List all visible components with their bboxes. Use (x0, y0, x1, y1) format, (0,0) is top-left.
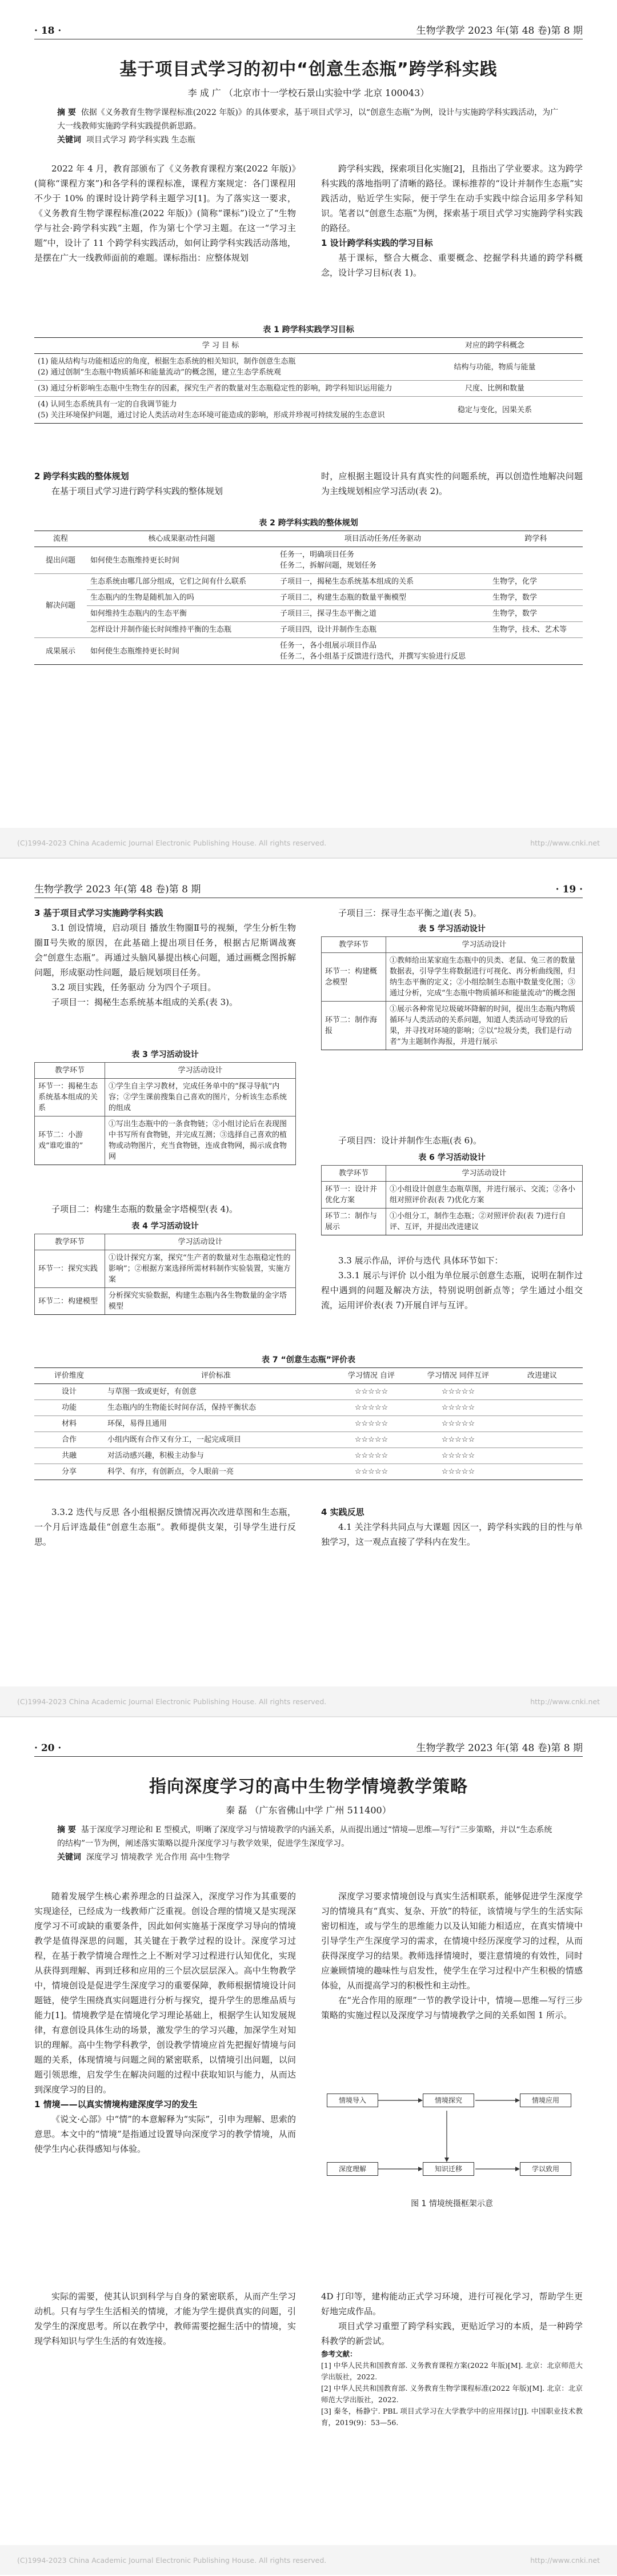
table-cell (502, 1416, 583, 1432)
journal-issue: 生物学教学 2023 年(第 48 卷)第 8 期 (416, 25, 583, 37)
abstract-label: 摘 要 (57, 108, 76, 117)
table-cell: (1) 能从结构与功能相适应的角度，根据生态系统的相关知识，制作创意生态瓶 (2) 通过创制“生态瓶中物质循环和能量流动”的概念图，建立生态学系统观 (34, 354, 407, 381)
table-cell: 分享 (34, 1464, 104, 1480)
table-1 (34, 337, 583, 424)
table-5-caption: 表 5 学习活动设计 (418, 924, 486, 934)
references-heading: 参考文献： (321, 2350, 357, 2358)
table-row (35, 1116, 296, 1165)
table-row (34, 1432, 583, 1448)
table-cell: 如何使生态瓶维持更长时间 (87, 638, 277, 665)
table-cell: 稳定与变化，因果关系 (407, 397, 583, 424)
table-cell: 如何使生态瓶维持更长时间 (87, 547, 277, 574)
figure-1-caption: 图 1 情境统摄框架示意 (411, 2199, 493, 2208)
copyright-footer (0, 828, 617, 858)
star-rating[interactable]: ☆☆☆☆☆ (328, 1448, 415, 1464)
figure-1 (321, 2083, 583, 2215)
table-cell: 尺度、比例和数量 (407, 381, 583, 397)
paragraph: 3.3 展示作品，评价与迭代 具体环节如下： (338, 1255, 503, 1266)
table-cell (502, 1464, 583, 1480)
table-row (34, 1384, 583, 1400)
table-2 (34, 531, 583, 665)
table-7-caption: 表 7 “创意生态瓶”评价表 (262, 1355, 355, 1365)
table-3-caption: 表 3 学习活动设计 (131, 1050, 199, 1059)
page-number: · 19 · (555, 884, 583, 895)
right-column-bottom (321, 2289, 583, 2429)
table-cell: 生物学，数学 (489, 590, 583, 606)
table-row (34, 1448, 583, 1464)
left-column (34, 906, 296, 1010)
table-header: 评价维度 (34, 1368, 104, 1384)
table-7-rubric (34, 1367, 583, 1480)
table-cell: 环节一：设计并优化方案 (322, 1182, 386, 1209)
paragraph: 《说文·心部》中“情”的本意解释为“实际”，引申为理解、思索的意思。本文中的“情境”是指通过设置导向深度学习的教学情境，从而使学生内心获得感知与体验。 (34, 2114, 296, 2154)
table-3 (34, 1062, 296, 1165)
table-row (34, 622, 583, 638)
star-rating[interactable]: ☆☆☆☆☆ (415, 1384, 502, 1400)
journal-issue: 生物学教学 2023 年(第 48 卷)第 8 期 (34, 884, 201, 895)
table-header: 教学环节 (322, 1166, 386, 1182)
table-row (34, 590, 583, 606)
paragraph: 子项目三：探寻生态平衡之道(表 5)。 (338, 908, 482, 918)
star-rating[interactable]: ☆☆☆☆☆ (415, 1400, 502, 1416)
running-header (34, 1737, 583, 1757)
right-column-2 (321, 469, 583, 499)
table-cell: 小组内既有合作又有分工，一起完成项目 (104, 1432, 328, 1448)
table-cell: 环节一：构建概念模型 (322, 953, 386, 1002)
paragraph: 跨学科实践，探索项目化实施[2]，且指出了学业要求。这为跨学科实践的落地指明了清晰的路径。课标推荐的“设计并制作生态瓶”实践活动，贴近学生实际，便于学生在动手实践中综合运用多学科知识。笔者以“创意生态瓶”为例，探索基于项目式学习实施跨学科实践的路径。 (321, 164, 583, 233)
table-cell: ①小组分工，制作生态瓶；②对照评价表(表 7)进行自评、互评，并提出改进建议 (386, 1209, 583, 1235)
copyright-footer (0, 1686, 617, 1716)
paragraph: 子项目四：设计并制作生态瓶(表 6)。 (338, 1135, 482, 1146)
right-column (321, 1889, 583, 2023)
star-rating[interactable]: ☆☆☆☆☆ (415, 1432, 502, 1448)
table-cell: 生态瓶内的生物是随机加入的吗 (87, 590, 277, 606)
keywords-label: 关键词 (57, 135, 81, 145)
star-rating[interactable]: ☆☆☆☆☆ (415, 1464, 502, 1480)
left-column-2 (34, 469, 296, 499)
table-cell: 子项目四，设计并制作生态瓶 (277, 622, 489, 638)
table-header: 学习活动设计 (105, 1234, 296, 1250)
section-heading: 1 设计跨学科实践的学习目标 (321, 238, 433, 248)
right-column-sub4 (321, 1133, 583, 1148)
journal-page-20 (0, 1717, 617, 2575)
table-row (34, 547, 583, 574)
table-cell: 怎样设计并制作能长时间维持平衡的生态瓶 (87, 622, 277, 638)
star-rating[interactable]: ☆☆☆☆☆ (328, 1464, 415, 1480)
abstract (57, 1823, 560, 1864)
table-header: 学习情况 自评 (328, 1368, 415, 1384)
table-row (322, 1002, 583, 1050)
table-5 (321, 936, 583, 1050)
section-heading: 2 跨学科实践的整体规划 (34, 471, 129, 481)
table-cell (502, 1384, 583, 1400)
star-rating[interactable]: ☆☆☆☆☆ (328, 1432, 415, 1448)
table-row (322, 953, 583, 1002)
keywords-label: 关键词 (57, 1853, 81, 1862)
journal-page-18 (0, 0, 617, 858)
paragraph: 深度学习要求情境创设与真实生活相联系，能够促进学生深度学习的情境具有“真实、复杂、开放”的特征，该情境与学生的生活实际密切相连，或与学生的思维能力以及认知能力相适应，在真实情境中引导学生产生深度学习的需求，在情境中经历深度学习的过程，从而获得深度学习的结果。教师选择情境时，要注意情境的有效性，同时应兼顾情境的趣味性与启发性，使学生在学习过程中产生积极的情感体验，从而提高学习的积极性和主动性。 (321, 1891, 583, 1991)
section-heading: 3 基于项目式学习实施跨学科实践 (34, 908, 163, 918)
copyright-text: (C)1994-2023 China Academic Journal Electronic Publishing House. All rights reserved. (17, 1697, 327, 1706)
table-cell: 对活动感兴趣，积极主动参与 (104, 1448, 328, 1464)
paragraph: 随着发展学生核心素养理念的日益深入，深度学习作为其重要的实现途径，已经成为一线教师广泛重视。创设合理的情境又是实现深度学习不可或缺的重要条件，因此如何实施基于深度学习导向的情境教学是值得深思的问题，其关键在于教学过程的设计。深度学习过程，在基于教学情境合理性之上不断对学习过程进行认知优化，实现从获得到理解、再到迁移和应用的三个层次层层深入。高中生物教学中，情境创设是促进学生深度学习的重要保障，教师根据情境设计问题链，使学生围绕真实问题进行分析与探究，提升学生的思维品质与能力[1]。情境教学是在情境化学习理论基础上，根据学生认知发展规律，有意创设具体生动的场景，激发学生的学习兴趣，加深学生对知识的理解。高中生物学科教学，创设教学情境应首先把握好情境与问题的关系，体现情境与问题之间的紧密联系，以情境引出问题，以问题引领思维，启发学生在解决问题的过程中获取知识与能力，从而达到深度学习的目的。 (34, 1891, 296, 2095)
table-cell: ①写出生态瓶中的一条食物链；②小组讨论后在表现图中书写所有食物链，并完成互测；③选择自己喜欢的植物或动物图片，充当食物链，连成食物网，揭示成食物网 (105, 1116, 296, 1165)
table-cell: 环节二：小游戏“谁吃谁的” (35, 1116, 105, 1165)
table-cell: (3) 通过分析影响生态瓶中生物生存的因素，探究生产者的数量对生态瓶稳定性的影响，跨学科知识运用能力 (34, 381, 407, 397)
table-cell: 子项目三，探寻生态平衡之道 (277, 606, 489, 622)
table-row (322, 1182, 583, 1209)
table-header: 对应的跨学科概念 (407, 338, 583, 354)
table-cell (502, 1448, 583, 1464)
reference-item: [2] 中华人民共和国教育部. 义务教育生物学课程标准(2022 年版)[M]. 北京：北京师范大学出版社，2022. (321, 2384, 583, 2404)
table-cell: 任务一，各小组展示项目作品 任务二，各小组基于反馈进行迭代，并撰写实验进行反思 (277, 638, 489, 665)
flow-box: 情境探究 (423, 2094, 474, 2107)
table-cell: 环节一：揭秘生态系统基本组成的关系 (35, 1079, 105, 1116)
left-column (34, 161, 296, 265)
table-header: 核心成果驱动性问题 (87, 531, 277, 547)
copyright-footer (0, 2545, 617, 2575)
flow-box: 深度理解 (327, 2162, 378, 2176)
table-cell: 环节二：制作海报 (322, 1002, 386, 1050)
paragraph: 子项目二：构建生态瓶的数量金字塔模型(表 4)。 (51, 1204, 238, 1214)
copyright-text: (C)1994-2023 China Academic Journal Electronic Publishing House. All rights reserved. (17, 838, 327, 847)
table-header: 教学环节 (35, 1234, 105, 1250)
paragraph: 3.3.2 迭代与反思 各小组根据反馈情况再次改进草图和生态瓶，一个月后评选最佳“创意生态瓶”。教师提供支架，引导学生进行反思。 (34, 1507, 296, 1547)
table-cell: 环保，易得且通用 (104, 1416, 328, 1432)
paragraph: 4.1 关注学科共同点与大课题 因区一，跨学科实践的目的性与单独学习，这一观点直接了学科内在发生。 (321, 1522, 583, 1547)
table-cell: 生物学，技术、艺术等 (489, 622, 583, 638)
star-rating[interactable]: ☆☆☆☆☆ (415, 1448, 502, 1464)
table-cell (489, 547, 583, 574)
table-cell: 环节一：探究实践 (35, 1250, 105, 1288)
table-cell (489, 638, 583, 665)
table-row (34, 574, 583, 590)
table-row (34, 1464, 583, 1480)
table-cell: 子项目二，构建生态瓶的数量平衡模型 (277, 590, 489, 606)
left-column-sub2 (34, 1202, 296, 1217)
table-header: 跨学科 (489, 531, 583, 547)
paragraph: 子项目一：揭秘生态系统基本组成的关系(表 3)。 (51, 997, 238, 1007)
keywords-text: 深度学习 情境教学 光合作用 高中生物学 (86, 1853, 230, 1862)
article-title: 基于项目式学习的初中“创意生态瓶”跨学科实践 (119, 59, 498, 79)
abstract (57, 106, 560, 147)
table-header: 项目活动任务/任务驱动 (277, 531, 489, 547)
left-column-bottom (34, 1505, 296, 1549)
table-6-caption: 表 6 学习活动设计 (418, 1153, 486, 1162)
references (321, 2348, 583, 2429)
abstract-label: 摘 要 (57, 1825, 76, 1835)
cnki-link[interactable]: http://www.cnki.net (530, 838, 600, 847)
table-4 (34, 1234, 296, 1315)
table-cell: 生物学，数学 (489, 606, 583, 622)
table-cell: 生态瓶内的生物能长时间存活，保持平衡状态 (104, 1400, 328, 1416)
keywords-text: 项目式学习 跨学科实践 生态瓶 (86, 135, 195, 145)
star-rating[interactable]: ☆☆☆☆☆ (415, 1416, 502, 1432)
paragraph: 3.2 项目实践，任务驱动 分为四个子项目。 (51, 982, 217, 992)
reference-item: [3] 秦冬，杨静宁. PBL 项目式学习在大学教学中的应用探讨[J]. 中国职业技术教育，2019(9)：53—56. (321, 2407, 583, 2427)
paragraph: 在“光合作用的原理”一节的教学设计中，情境—思维—写行三步策略的实施过程以及深度学习与情境教学之间的关系如图 1 所示。 (321, 1995, 583, 2020)
intro-paragraph: 2022 年 4 月，教育部颁布了《义务教育课程方案(2022 年版)》(简称“课程方案”)和各学科的课程标准，课程方案规定：各门课程用不少于 10% 的课时设计跨学科主题学习[1]。为了落实这一要求，《义务教育生物学课程标准(2022 年版)》(简称“课标”)设立了“生物学与社会·跨学科实践”主题，作为第七个学习主题。在这一“学习主题”中，设计了 11 个跨学科实践活动，如何让跨学科实践活动落地，是摆在广大一线教师面前的难题。课标指出：应整体规划 (34, 164, 296, 263)
table-row (34, 638, 583, 665)
section-heading: 1 情境——以真实情境构建深度学习的发生 (34, 2099, 198, 2110)
paragraph: 基于课标，整合大概念、重要概念、挖掘学科共通的跨学科概念，设计学习目标(表 1)。 (321, 253, 583, 278)
table-cell: ①学生自主学习教材，完成任务单中的“探寻导航”内容；②学生课前搜集自己喜欢的图片，分析该生态系统的组成 (105, 1079, 296, 1116)
table-cell: ①小组设计创意生态瓶草图，并进行展示、交流；②各小组对照评价表(表 7)优化方案 (386, 1182, 583, 1209)
table-cell: 成果展示 (34, 638, 87, 665)
table-cell: ①展示各种常见垃圾破坏降解的时间，提出生态瓶内物质循环与人类活动的关系问题，知道人类活动可导致的后果，并寻找对环境的影响；②以“垃圾分类，我们是行动者”为主题制作海报，并进行展示 (386, 1002, 583, 1050)
table-row (34, 606, 583, 622)
table-cell: 任务一，明确项目任务 任务二，拆解问题，规划任务 (277, 547, 489, 574)
table-header: 评价标准 (104, 1368, 328, 1384)
flow-box: 知识迁移 (423, 2162, 474, 2176)
table-row (34, 1400, 583, 1416)
table-cell: 功能 (34, 1400, 104, 1416)
table-cell: 生物学，化学 (489, 574, 583, 590)
right-column-eval (321, 1253, 583, 1313)
table-header: 学习情况 同伴互评 (415, 1368, 502, 1384)
paragraph: 3.3.1 展示与评价 以小组为单位展示创意生态瓶，说明在制作过程中遇到的问题及解决方法，特别说明创新点等；学生通过小组交流，运用评价表(表 7)开展自评与互评。 (321, 1270, 583, 1310)
flow-box: 情境导入 (327, 2094, 378, 2107)
right-column (321, 161, 583, 280)
table-cell: (4) 认同生态系统具有一定的自我调节能力 (5) 关注环境保护问题，通过讨论人类活动对生态环境可能造成的影响，形成并珍视可持续发展的生态意识 (34, 397, 407, 424)
abstract-text: 基于深度学习理论和 E 型模式，明晰了深度学习与情境教学的内涵关系，从而提出通过“情境—思维—写行”三步策略，并以“生态系统的结构”一节为例，阐述落实策略以提升深度学习与教学效果，促进学生深度学习。 (57, 1825, 552, 1848)
table-6 (321, 1165, 583, 1235)
table-cell: 材料 (34, 1416, 104, 1432)
table-cell: 合作 (34, 1432, 104, 1448)
right-column-bottom (321, 1505, 583, 1549)
table-cell: 共融 (34, 1448, 104, 1464)
flow-box: 学以致用 (520, 2162, 571, 2176)
paragraph: 4D 打印等，建构能动正式学习环境，进行可视化学习，帮助学生更好地完成作品。 (321, 2291, 583, 2316)
table-header: 学习活动设计 (386, 937, 583, 953)
table-row (34, 397, 583, 424)
table-row (35, 1250, 296, 1288)
table-header: 学 习 目 标 (34, 338, 407, 354)
table-cell: 环节二：构建模型 (35, 1288, 105, 1315)
table-cell: 结构与功能，物质与能量 (407, 354, 583, 381)
cnki-link[interactable]: http://www.cnki.net (530, 2555, 600, 2565)
journal-issue: 生物学教学 2023 年(第 48 卷)第 8 期 (416, 1742, 583, 1754)
article-title: 指向深度学习的高中生物学情境教学策略 (149, 1777, 468, 1797)
running-header (34, 878, 583, 898)
table-cell: 设计 (34, 1384, 104, 1400)
table-cell (502, 1400, 583, 1416)
table-cell: 科学、有序，有创新点，令人眼前一亮 (104, 1464, 328, 1480)
page-number: · 20 · (34, 1742, 62, 1754)
table-row (35, 1079, 296, 1116)
paragraph: 项目式学习重塑了跨学科实践，更贴近学习的本质，是一种跨学科教学的新尝试。 (321, 2321, 583, 2346)
journal-page-19 (0, 859, 617, 1716)
table-cell: ①教师给出某家庭生态瓶中的贝类、老鼠、兔三者的数量数据表，引导学生将数据进行可视化、再分析曲线图，归纳生态平衡的定义；②小组绘制生态瓶中数量变化图；③通过分析，完成“生态瓶中物质循环和能量流动”的概念图 (386, 953, 583, 1002)
table-row (34, 354, 583, 381)
copyright-text: (C)1994-2023 China Academic Journal Electronic Publishing House. All rights reserved. (17, 2555, 327, 2565)
table-cell: 分析探究实验数据，构建生态瓶内各生物数量的金字塔模型 (105, 1288, 296, 1315)
paragraph: 实际的需要，使其认识到科学与自身的紧密联系，从而产生学习动机。只有与学生生活相关的情境，才能为学生提供真实的问题，引发学生的深度思考。所以在教学中，教师需要挖掘生活中的情境，实现学科知识与学生生活的有效连接。 (34, 2291, 296, 2346)
running-header (34, 19, 583, 39)
table-row (322, 1209, 583, 1235)
table-row (34, 1416, 583, 1432)
paragraph: 在基于项目式学习进行跨学科实践的整体规划 (51, 486, 223, 496)
left-column (34, 1889, 296, 2156)
table-cell: 环节二：制作与展示 (322, 1209, 386, 1235)
table-cell: ①设计探究方案，探究“生产者的数量对生态瓶稳定性的影响”；②根据方案选择所需材料制作实验装置，实施方案 (105, 1250, 296, 1288)
table-row (34, 381, 583, 397)
paragraph: 3.1 创设情境，启动项目 播放生物圈Ⅱ号的视频，学生分析生物圈Ⅱ号失败的原因，在此基础上提出项目任务，根据古尼斯调战赛会“创意生态瓶”。再通过头脑风暴提出核心问题，通过画概念图拆解问题，形成驱动性问题，最后规划项目任务。 (34, 923, 296, 978)
right-column (321, 906, 583, 920)
table-header: 流程 (34, 531, 87, 547)
table-header: 改进建议 (502, 1368, 583, 1384)
article-author: 秦 磊 （广东省佛山中学 广州 511400） (226, 1805, 391, 1816)
cnki-link[interactable]: http://www.cnki.net (530, 1697, 600, 1706)
article-author: 李 成 广 （北京市十一学校石景山实验中学 北京 100043） (187, 87, 430, 98)
table-1-caption: 表 1 跨学科实践学习目标 (263, 325, 354, 334)
table-header: 教学环节 (322, 937, 386, 953)
table-4-caption: 表 4 学习活动设计 (131, 1222, 199, 1231)
table-cell: 与草图一致或更好，有创意 (104, 1384, 328, 1400)
section-heading: 4 实践反思 (321, 1507, 364, 1517)
star-rating[interactable]: ☆☆☆☆☆ (328, 1384, 415, 1400)
table-cell: 解决问题 (34, 574, 87, 638)
star-rating[interactable]: ☆☆☆☆☆ (328, 1400, 415, 1416)
table-cell: 生态系统由哪几部分组成，它们之间有什么联系 (87, 574, 277, 590)
reference-item: [1] 中华人民共和国教育部. 义务教育课程方案(2022 年版)[M]. 北京：北京师范大学出版社，2022. (321, 2361, 583, 2381)
table-cell: 如何维持生态瓶内的生态平衡 (87, 606, 277, 622)
page-number: · 18 · (34, 25, 62, 37)
table-header: 学习活动设计 (386, 1166, 583, 1182)
table-2-caption: 表 2 跨学科实践的整体规划 (259, 519, 358, 528)
flow-box: 情境应用 (520, 2094, 571, 2107)
paragraph: 时，应根据主题设计具有真实性的问题系统，再以创造性地解决问题为主线规划相应学习活动(表 2)。 (321, 471, 583, 496)
table-header: 教学环节 (35, 1063, 105, 1079)
table-header: 学习活动设计 (105, 1063, 296, 1079)
table-cell: 子项目一，揭秘生态系统基本组成的关系 (277, 574, 489, 590)
table-cell (502, 1432, 583, 1448)
left-column-bottom (34, 2289, 296, 2348)
table-cell: 提出问题 (34, 547, 87, 574)
star-rating[interactable]: ☆☆☆☆☆ (328, 1416, 415, 1432)
table-row (35, 1288, 296, 1315)
abstract-text: 依据《义务教育生物学课程标准(2022 年版)》的具体要求，基于项目式学习，以“创意生态瓶”为例，设计与实施跨学科实践活动，为广大一线教师实施跨学科实践提供新思路。 (57, 108, 559, 131)
